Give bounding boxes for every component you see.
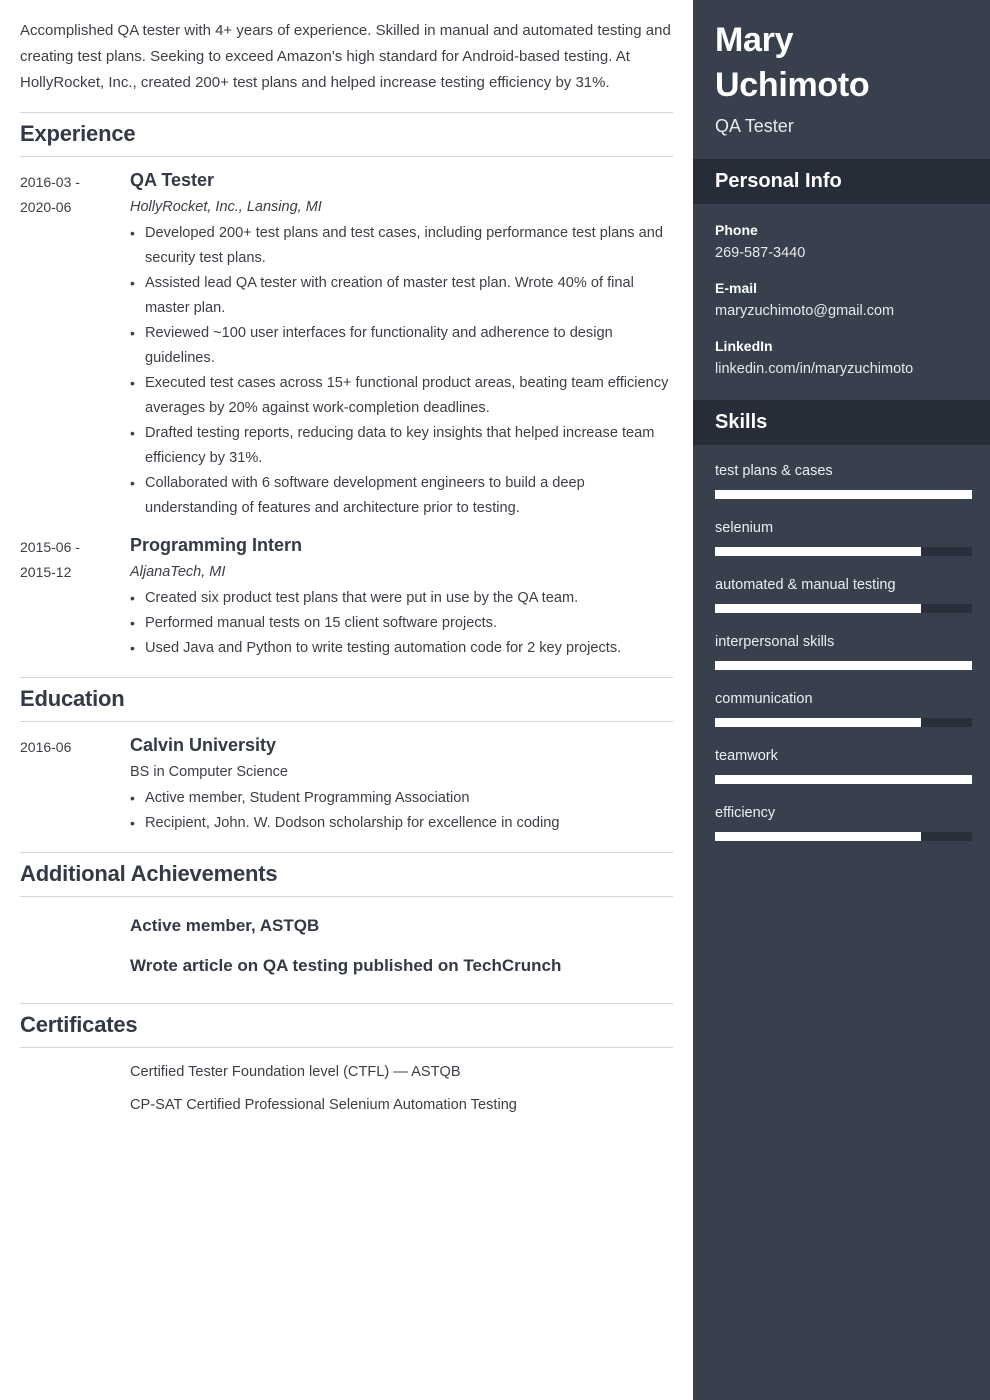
section-title-education: Education xyxy=(20,677,673,722)
info-value[interactable]: maryzuchimoto@gmail.com xyxy=(715,303,895,319)
skills-title: Skills xyxy=(715,411,768,433)
personal-info-title: Personal Info xyxy=(715,170,842,192)
entry-body xyxy=(130,1056,673,1122)
info-value[interactable]: 269-587-3440 xyxy=(715,245,806,261)
sidebar-header xyxy=(693,0,990,159)
info-item-email xyxy=(715,278,968,323)
info-item-linkedin xyxy=(715,336,968,381)
bullet-item: • Developed 200+ test plans and test cases, including performance test plans and security test plans. xyxy=(130,221,669,271)
skill-fill xyxy=(715,832,921,841)
entry-title: Calvin University xyxy=(130,735,277,755)
bullet-item: • Reviewed ~100 user interfaces for functionality and adherence to design guidelines. xyxy=(130,321,669,371)
entry-date-spacer xyxy=(20,1056,130,1122)
entry-subtitle: BS in Computer Science xyxy=(130,764,288,780)
info-label: LinkedIn xyxy=(715,338,773,354)
entry-date: 2016-06 xyxy=(20,739,72,755)
entry-bullets xyxy=(130,221,669,521)
info-value[interactable]: linkedin.com/in/maryzuchimoto xyxy=(715,361,914,377)
candidate-name-line2: Uchimoto xyxy=(715,66,870,104)
sidebar xyxy=(693,0,990,1400)
section-certificates xyxy=(20,1003,673,1122)
skill-label: interpersonal skills xyxy=(715,634,835,650)
section-achievements xyxy=(20,852,673,986)
skill-fill xyxy=(715,775,972,784)
entry-body xyxy=(130,733,673,836)
entry-title: Programming Intern xyxy=(130,535,303,555)
entry-bullets xyxy=(130,786,669,836)
info-item-phone xyxy=(715,220,968,265)
entry-date-line1: 2016-03 - xyxy=(20,174,80,190)
entry-body xyxy=(130,906,673,986)
entry-date-spacer xyxy=(20,906,130,986)
achievement-item: Active member, ASTQB xyxy=(130,916,320,935)
skill-fill xyxy=(715,547,921,556)
bullet-item: • Assisted lead QA tester with creation of master test plan. Wrote 40% of final master plan. xyxy=(130,271,669,321)
achievements-entries xyxy=(20,897,673,986)
entry-date-line2: 2015-12 xyxy=(20,564,72,580)
skill-label: test plans & cases xyxy=(715,463,833,479)
section-title-experience: Experience xyxy=(20,112,673,157)
skill-item xyxy=(715,745,968,784)
info-label: Phone xyxy=(715,222,758,238)
certificates-entries xyxy=(20,1048,673,1122)
section-title-achievements: Additional Achievements xyxy=(20,852,673,897)
skill-track xyxy=(715,490,972,499)
skill-label: selenium xyxy=(715,520,774,536)
candidate-name-line1: Mary xyxy=(715,21,794,59)
entry-date-line1: 2015-06 - xyxy=(20,539,80,555)
skill-item xyxy=(715,517,968,556)
bullet-item: • Active member, Student Programming Association xyxy=(130,786,669,811)
skills-body xyxy=(693,445,990,879)
skill-track xyxy=(715,775,972,784)
candidate-role: QA Tester xyxy=(715,116,794,136)
skill-label: automated & manual testing xyxy=(715,577,896,593)
bullet-item: • Created six product test plans that were put in use by the QA team. xyxy=(130,586,669,611)
entry-body xyxy=(130,533,673,661)
entry-body xyxy=(130,168,673,521)
skill-track xyxy=(715,718,972,727)
certificate-item: CP-SAT Certified Professional Selenium Automation Testing xyxy=(130,1097,517,1113)
education-entries xyxy=(20,722,673,836)
skill-label: communication xyxy=(715,691,813,707)
entry-date xyxy=(20,533,130,661)
bullet-item: • Performed manual tests on 15 client software projects. xyxy=(130,611,669,636)
skill-item xyxy=(715,460,968,499)
section-title-certificates: Certificates xyxy=(20,1003,673,1048)
section-experience xyxy=(20,112,673,661)
entry-subtitle: HollyRocket, Inc., Lansing, MI xyxy=(130,199,322,215)
bullet-item: • Used Java and Python to write testing automation code for 2 key projects. xyxy=(130,636,669,661)
skills-band xyxy=(693,400,990,445)
info-label: E-mail xyxy=(715,280,758,296)
entry-subtitle: AljanaTech, MI xyxy=(130,564,226,580)
entry-title: QA Tester xyxy=(130,170,215,190)
skill-track xyxy=(715,604,972,613)
personal-info-body xyxy=(693,204,990,400)
experience-entries xyxy=(20,157,673,661)
skill-track xyxy=(715,832,972,841)
professional-summary: Accomplished QA tester with 4+ years of experience. Skilled in manual and automated testing and creating test plans. Seeking to exceed Amazon's high standard for Android-based testing. At HollyRocket, Inc., created 200+ test plans and helped increase testing efficiency by 31%. xyxy=(20,22,671,91)
experience-entry xyxy=(20,533,673,661)
skill-item xyxy=(715,574,968,613)
skill-label: efficiency xyxy=(715,805,776,821)
skill-track xyxy=(715,661,972,670)
skill-fill xyxy=(715,718,921,727)
entry-bullets xyxy=(130,586,669,661)
skill-item xyxy=(715,802,968,841)
bullet-item: • Drafted testing reports, reducing data to key insights that helped increase team efficiency by 31%. xyxy=(130,421,669,471)
skill-label: teamwork xyxy=(715,748,778,764)
entry-date-line2: 2020-06 xyxy=(20,199,72,215)
section-education xyxy=(20,677,673,836)
experience-entry xyxy=(20,168,673,521)
bullet-item: • Collaborated with 6 software development engineers to build a deep understanding of features and architecture prior to testing. xyxy=(130,471,669,521)
skill-fill xyxy=(715,604,921,613)
bullet-item: • Executed test cases across 15+ functional product areas, beating team efficiency averages by 20% against work-completion deadlines. xyxy=(130,371,669,421)
skill-fill xyxy=(715,661,972,670)
education-entry xyxy=(20,733,673,836)
skill-fill xyxy=(715,490,972,499)
candidate-name xyxy=(715,18,968,108)
bullet-item: • Recipient, John. W. Dodson scholarship for excellence in coding xyxy=(130,811,669,836)
skill-item xyxy=(715,688,968,727)
achievement-item: Wrote article on QA testing published on TechCrunch xyxy=(130,956,562,975)
certificate-item: Certified Tester Foundation level (CTFL) — ASTQB xyxy=(130,1064,461,1080)
skill-item xyxy=(715,631,968,670)
personal-info-band xyxy=(693,159,990,204)
entry-date xyxy=(20,168,130,521)
skill-track xyxy=(715,547,972,556)
